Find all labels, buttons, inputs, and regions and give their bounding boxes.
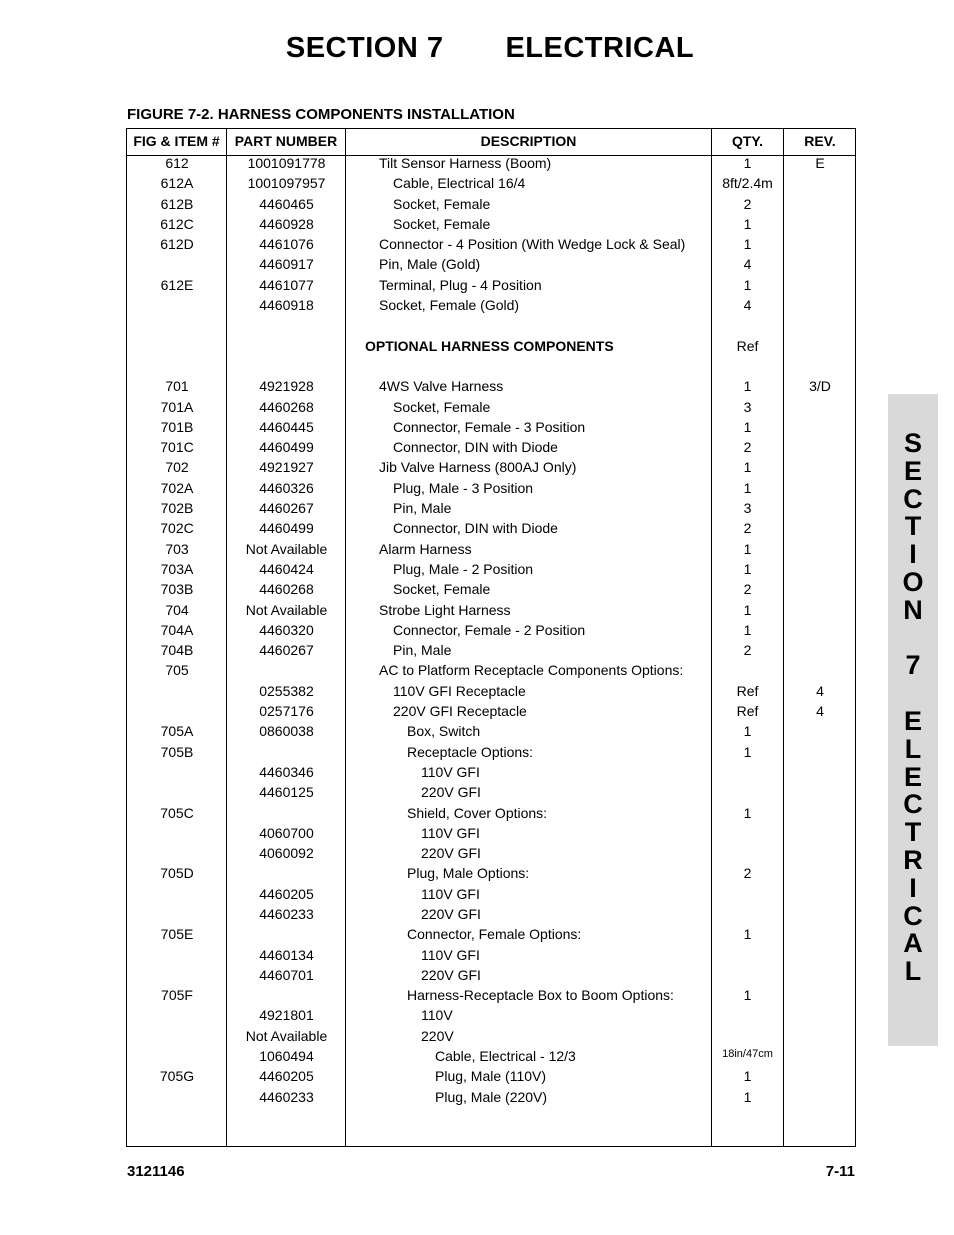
table-row xyxy=(127,681,855,701)
fig-item-cell: 701C xyxy=(160,439,194,456)
part-number-cell: 4460346 xyxy=(259,763,314,780)
side-tab-letter: E xyxy=(903,705,922,736)
description-cell: Connector, DIN with Diode xyxy=(393,520,558,537)
side-tab-label xyxy=(888,430,938,986)
fig-item-cell: 705B xyxy=(160,743,194,760)
description-cell: 220V GFI xyxy=(421,845,481,862)
part-number-cell: 4460205 xyxy=(259,885,314,902)
table-row xyxy=(127,518,855,538)
description-cell: 220V GFI xyxy=(421,966,481,983)
description-cell: Cable, Electrical 16/4 xyxy=(393,175,526,192)
table-row xyxy=(127,742,855,762)
rev-cell: 3/D xyxy=(809,378,831,395)
part-number-cell: 4460268 xyxy=(259,398,314,415)
side-tab-letter: O xyxy=(902,566,924,597)
part-number-cell: 4060092 xyxy=(259,845,314,862)
table-row xyxy=(127,356,855,376)
table-row xyxy=(127,478,855,498)
description-cell: 110V GFI xyxy=(421,824,480,841)
page-number: 7-11 xyxy=(825,1163,855,1180)
table-row xyxy=(127,295,855,315)
qty-cell: 4 xyxy=(743,256,752,273)
table-row xyxy=(127,965,855,985)
table-row xyxy=(127,762,855,782)
part-number-cell: 4461077 xyxy=(259,276,314,293)
table-row xyxy=(127,904,855,924)
fig-item-cell: 704A xyxy=(160,621,194,638)
fig-item-cell: 704B xyxy=(160,642,194,659)
qty-cell: Ref xyxy=(736,337,759,354)
side-tab-letter: I xyxy=(909,872,917,903)
side-tab-letter: 7 xyxy=(905,650,921,681)
side-tab-letter: C xyxy=(903,789,923,820)
part-number-cell: 0257176 xyxy=(259,703,314,720)
qty-cell: 4 xyxy=(743,297,752,314)
part-number-cell: 4460267 xyxy=(259,500,314,517)
section-number: SECTION 7 xyxy=(285,32,444,64)
side-tab-letter: C xyxy=(903,900,923,931)
part-number-cell: 4460268 xyxy=(259,581,314,598)
rev-cell: 4 xyxy=(816,682,824,699)
side-tab-letter: T xyxy=(904,511,922,542)
description-cell: Cable, Electrical - 12/3 xyxy=(435,1048,576,1065)
side-tab-letter: I xyxy=(909,539,917,570)
table-row xyxy=(127,843,855,863)
table-row xyxy=(127,254,855,274)
part-number-cell: 4460928 xyxy=(259,215,314,232)
table-row xyxy=(127,376,855,396)
column-header-description: DESCRIPTION xyxy=(480,133,577,149)
table-row xyxy=(127,640,855,660)
column-header-qty: QTY. xyxy=(731,133,764,149)
description-cell: Socket, Female xyxy=(393,581,491,598)
qty-cell: 2 xyxy=(743,642,752,659)
description-cell: Strobe Light Harness xyxy=(379,601,511,618)
fig-item-cell: 702C xyxy=(160,520,194,537)
part-number-cell: 0860038 xyxy=(259,723,314,740)
table-row xyxy=(127,721,855,741)
description-cell: Alarm Harness xyxy=(379,540,472,557)
description-cell: 220V GFI xyxy=(421,784,481,801)
qty-cell: Ref xyxy=(736,703,759,720)
fig-item-cell: 703 xyxy=(165,540,189,557)
table-row xyxy=(127,863,855,883)
table-row xyxy=(127,1005,855,1025)
fig-item-cell: 705 xyxy=(165,662,189,679)
part-number-cell: 4460918 xyxy=(259,297,314,314)
column-header-fig: FIG & ITEM # xyxy=(133,133,220,149)
table-row xyxy=(127,579,855,599)
qty-cell: 1 xyxy=(743,215,752,232)
part-number-cell: 1001091778 xyxy=(247,155,326,171)
qty-cell: 1 xyxy=(743,926,752,943)
fig-item-cell: 612E xyxy=(160,276,194,293)
fig-item-cell: 701A xyxy=(160,398,194,415)
part-number-cell: 4460326 xyxy=(259,479,314,496)
fig-item-cell: 612B xyxy=(160,195,194,212)
table-row xyxy=(127,194,855,214)
part-number-cell: 4461076 xyxy=(259,236,314,253)
description-cell: Tilt Sensor Harness (Boom) xyxy=(379,155,552,171)
fig-item-cell: 703B xyxy=(160,581,194,598)
table-row xyxy=(127,336,855,356)
qty-cell: 1 xyxy=(743,743,752,760)
part-number-cell: 4460205 xyxy=(259,1068,314,1085)
qty-cell: 2 xyxy=(743,865,752,882)
doc-number: 3121146 xyxy=(127,1163,185,1180)
description-cell: Connector, Female - 3 Position xyxy=(393,418,586,435)
qty-cell: 1 xyxy=(743,459,752,476)
qty-cell: 1 xyxy=(743,1088,752,1105)
part-number-cell: 4921801 xyxy=(259,1007,314,1024)
page-title xyxy=(0,32,954,65)
description-cell: Jib Valve Harness (800AJ Only) xyxy=(379,459,577,476)
rev-cell: 4 xyxy=(816,703,824,720)
table-row xyxy=(127,559,855,579)
table-row xyxy=(127,985,855,1005)
table-row xyxy=(127,600,855,620)
section-side-tab xyxy=(888,394,938,1046)
fig-item-cell: 705D xyxy=(160,865,194,882)
table-row xyxy=(127,153,855,173)
qty-cell: 1 xyxy=(743,804,752,821)
rev-cell: E xyxy=(815,155,825,171)
part-number-cell: 0255382 xyxy=(259,682,314,699)
qty-cell: Ref xyxy=(736,682,759,699)
part-number-cell: Not Available xyxy=(245,540,328,557)
table-row xyxy=(127,539,855,559)
fig-item-cell: 701 xyxy=(165,378,189,395)
fig-item-cell: 612C xyxy=(160,215,194,232)
table-row xyxy=(127,660,855,680)
table-row xyxy=(127,620,855,640)
column-header-part: PART NUMBER xyxy=(234,133,338,149)
side-tab-letter xyxy=(888,625,938,653)
qty-cell: 1 xyxy=(743,560,752,577)
table-row xyxy=(127,397,855,417)
part-number-cell: Not Available xyxy=(245,601,328,618)
qty-cell: 3 xyxy=(743,500,752,517)
side-tab-letter xyxy=(888,680,938,708)
column-header-rev: REV. xyxy=(804,133,836,149)
qty-cell: 2 xyxy=(743,581,752,598)
part-number-cell: 4460320 xyxy=(259,621,314,638)
part-number-cell: 4460499 xyxy=(259,439,314,456)
description-cell: 220V GFI xyxy=(421,905,481,922)
part-number-cell: 4921928 xyxy=(259,378,314,395)
description-cell: Receptacle Options: xyxy=(407,743,534,760)
section-title: ELECTRICAL xyxy=(505,32,695,64)
qty-cell: 1 xyxy=(743,540,752,557)
fig-item-cell: 702 xyxy=(165,459,189,476)
table-row xyxy=(127,457,855,477)
fig-item-cell: 703A xyxy=(160,560,194,577)
qty-cell: 1 xyxy=(743,987,752,1004)
description-cell: Pin, Male (Gold) xyxy=(379,256,481,273)
description-cell: 220V GFI Receptacle xyxy=(393,703,527,720)
qty-cell: 1 xyxy=(743,155,752,171)
description-cell: Pin, Male xyxy=(393,500,452,517)
side-tab-letter: R xyxy=(903,844,923,875)
description-cell: Connector, Female - 2 Position xyxy=(393,621,586,638)
fig-item-cell: 704 xyxy=(165,601,189,618)
qty-cell: 1 xyxy=(743,621,752,638)
qty-cell: 3 xyxy=(743,398,752,415)
qty-cell: 1 xyxy=(743,601,752,618)
table-row xyxy=(127,1066,855,1086)
table-row xyxy=(127,945,855,965)
part-number-cell: 4460233 xyxy=(259,905,314,922)
description-cell: 110V GFI xyxy=(421,885,480,902)
description-cell: Terminal, Plug - 4 Position xyxy=(379,276,542,293)
qty-cell: 1 xyxy=(743,479,752,496)
description-cell: Plug, Male (220V) xyxy=(435,1088,548,1105)
part-number-cell: 4460125 xyxy=(259,784,314,801)
qty-cell: 1 xyxy=(743,1068,752,1085)
qty-cell: 18in/47cm xyxy=(722,1048,773,1061)
fig-item-cell: 612D xyxy=(160,236,194,253)
qty-cell: 2 xyxy=(743,195,752,212)
description-cell: Plug, Male - 2 Position xyxy=(393,560,534,577)
table-row xyxy=(127,782,855,802)
figure-title: FIGURE 7-2. HARNESS COMPONENTS INSTALLATION xyxy=(127,106,515,123)
side-tab-letter: C xyxy=(903,483,923,514)
parts-table xyxy=(126,128,856,1147)
table-row xyxy=(127,234,855,254)
table-row xyxy=(127,437,855,457)
description-cell: Connector - 4 Position (With Wedge Lock & Seal) xyxy=(379,236,686,253)
description-cell: Harness-Receptacle Box to Boom Options: xyxy=(407,987,674,1004)
side-tab-letter: L xyxy=(904,956,922,987)
description-cell: Box, Switch xyxy=(407,723,481,740)
table-row xyxy=(127,275,855,295)
description-cell: Socket, Female xyxy=(393,215,491,232)
part-number-cell: 4460701 xyxy=(259,966,314,983)
part-number-cell: Not Available xyxy=(245,1027,328,1044)
part-number-cell: 4460499 xyxy=(259,520,314,537)
table-row xyxy=(127,701,855,721)
part-number-cell: 4460424 xyxy=(259,560,314,577)
description-cell: 220V xyxy=(421,1027,454,1044)
fig-item-cell: 705F xyxy=(161,987,193,1004)
fig-item-cell: 702A xyxy=(160,479,194,496)
description-cell: Plug, Male - 3 Position xyxy=(393,479,534,496)
description-cell: Plug, Male (110V) xyxy=(435,1068,547,1085)
description-cell: Plug, Male Options: xyxy=(407,865,530,882)
part-number-cell: 4921927 xyxy=(259,459,314,476)
table-row xyxy=(127,803,855,823)
fig-item-cell: 705G xyxy=(159,1068,195,1085)
description-cell: 110V xyxy=(421,1007,453,1024)
side-tab-letter: A xyxy=(903,928,923,959)
description-cell: Socket, Female (Gold) xyxy=(379,297,520,314)
qty-cell: 2 xyxy=(743,439,752,456)
side-tab-letter: N xyxy=(903,594,923,625)
description-cell: Connector, Female Options: xyxy=(407,926,582,943)
side-tab-letter: E xyxy=(903,761,922,792)
table-row xyxy=(127,498,855,518)
description-cell: OPTIONAL HARNESS COMPONENTS xyxy=(365,337,614,354)
table-row xyxy=(127,884,855,904)
fig-item-cell: 705E xyxy=(160,926,194,943)
part-number-cell: 4460134 xyxy=(259,946,314,963)
table-row xyxy=(127,173,855,193)
table-row xyxy=(127,1026,855,1046)
qty-cell: 2 xyxy=(743,520,752,537)
part-number-cell: 4460445 xyxy=(259,418,314,435)
side-tab-letter: L xyxy=(904,733,922,764)
qty-cell: 1 xyxy=(743,236,752,253)
side-tab-letter: T xyxy=(904,817,922,848)
part-number-cell: 4460917 xyxy=(259,256,314,273)
side-tab-letter: S xyxy=(903,428,922,458)
qty-cell: 1 xyxy=(743,378,752,395)
qty-cell: 1 xyxy=(743,418,752,435)
table-row xyxy=(127,417,855,437)
part-number-cell: 4460465 xyxy=(259,195,314,212)
fig-item-cell: 705C xyxy=(160,804,194,821)
table-row xyxy=(127,924,855,944)
part-number-cell: 4460267 xyxy=(259,642,314,659)
qty-cell: 8ft/2.4m xyxy=(722,175,773,192)
description-cell: Pin, Male xyxy=(393,642,452,659)
part-number-cell: 4060700 xyxy=(259,824,314,841)
fig-item-cell: 612A xyxy=(160,175,194,192)
description-cell: 110V GFI xyxy=(421,763,480,780)
side-tab-letter: E xyxy=(903,455,922,486)
description-cell: 110V GFI xyxy=(421,946,480,963)
fig-item-cell: 612 xyxy=(165,155,189,171)
description-cell: 110V GFI Receptacle xyxy=(393,682,526,699)
table-row xyxy=(127,1046,855,1066)
table-row xyxy=(127,315,855,335)
qty-cell: 1 xyxy=(743,276,752,293)
qty-cell: 1 xyxy=(743,723,752,740)
fig-item-cell: 705A xyxy=(160,723,194,740)
table-row xyxy=(127,823,855,843)
description-cell: Connector, DIN with Diode xyxy=(393,439,558,456)
table-row xyxy=(127,1087,855,1107)
fig-item-cell: 702B xyxy=(160,500,194,517)
description-cell: 4WS Valve Harness xyxy=(379,378,504,395)
table-row xyxy=(127,214,855,234)
part-number-cell: 1001097957 xyxy=(247,175,326,192)
fig-item-cell: 701B xyxy=(160,418,194,435)
part-number-cell: 1060494 xyxy=(259,1048,314,1065)
part-number-cell: 4460233 xyxy=(259,1088,314,1105)
description-cell: Socket, Female xyxy=(393,398,491,415)
description-cell: Socket, Female xyxy=(393,195,491,212)
description-cell: Shield, Cover Options: xyxy=(407,804,548,821)
description-cell: AC to Platform Receptacle Components Options: xyxy=(379,662,684,679)
table-body xyxy=(127,153,855,1107)
